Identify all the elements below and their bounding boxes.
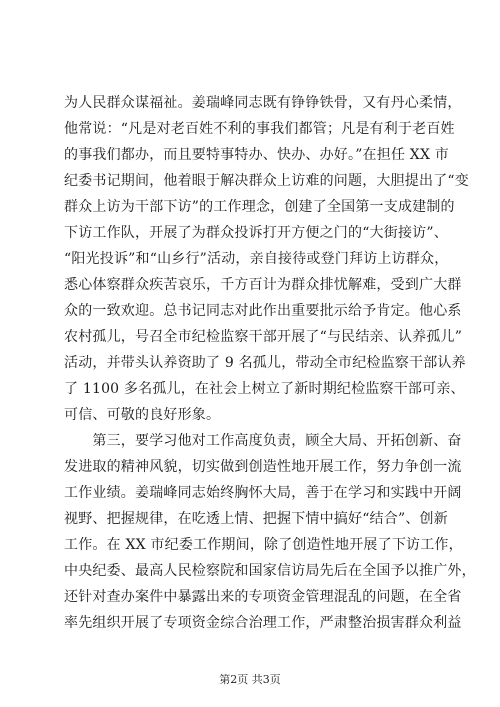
text-line: 了 1100 多名孤儿，在社会上树立了新时期纪检监察干部可亲、 [64, 381, 465, 397]
text-line: 第三，要学习他对工作高度负责，顾全大局、开拓创新、奋 [64, 433, 462, 449]
text-line: 纪委书记期间，他着眼于解决群众上访难的问题，大胆提出了“变 [64, 173, 469, 189]
text-line: 活动，并带头认养资助了 9 名孤儿，带动全市纪检监察干部认养 [64, 355, 466, 371]
text-line: 工作。在 XX 市纪委工作期间，除了创造性地开展了下访工作， [64, 537, 463, 553]
text-line: “阳光投诉”和“山乡行”活动，亲自接待或登门拜访上访群众， [64, 251, 449, 267]
text-line: 视野、把握规律，在吃透上情、把握下情中搞好“结合”、创新 [64, 511, 448, 527]
document-body [64, 90, 476, 636]
text-line: 可信、可敬的良好形象。 [64, 407, 221, 423]
page-footer: 第2页 共3页 [219, 673, 281, 686]
text-line: 发进取的精神风貌，切实做到创造性地开展工作，努力争创一流 [64, 459, 462, 475]
text-line: 还针对查办案件中暴露出来的专项资金管理混乱的问题，在全省 [64, 589, 462, 605]
text-line: 的事我们都办，而且要特事特办、快办、办好。”在担任 XX 市 [64, 147, 449, 163]
text-line: 众的一致欢迎。总书记同志对此作出重要批示给予肯定。他心系 [64, 303, 462, 319]
text-line: 悉心体察群众疾苦哀乐，千方百计为群众排忧解难，受到广大群 [64, 277, 462, 293]
text-line: 中央纪委、最高人民检察院和国家信访局先后在全国予以推广外， [64, 563, 476, 579]
text-line: 下访工作队，开展了为群众投诉打开方便之门的“大街接访”、 [64, 225, 448, 241]
text-line: 他常说：“凡是对老百姓不利的事我们都管；凡是有利于老百姓 [64, 121, 455, 137]
text-line: 工作业绩。姜瑞峰同志始终胸怀大局，善于在学习和实践中开阔 [64, 485, 462, 501]
text-line: 群众上访为干部下访”的工作理念，创建了全国第一支成建制的 [64, 199, 455, 215]
text-line: 为人民群众谋福祉。姜瑞峰同志既有铮铮铁骨，又有丹心柔情， [64, 95, 462, 111]
text-line: 率先组织开展了专项资金综合治理工作，严肃整治损害群众利益 [64, 615, 462, 631]
text-line: 农村孤儿，号召全市纪检监察干部开展了“与民结亲、认养孤儿” [64, 329, 463, 345]
